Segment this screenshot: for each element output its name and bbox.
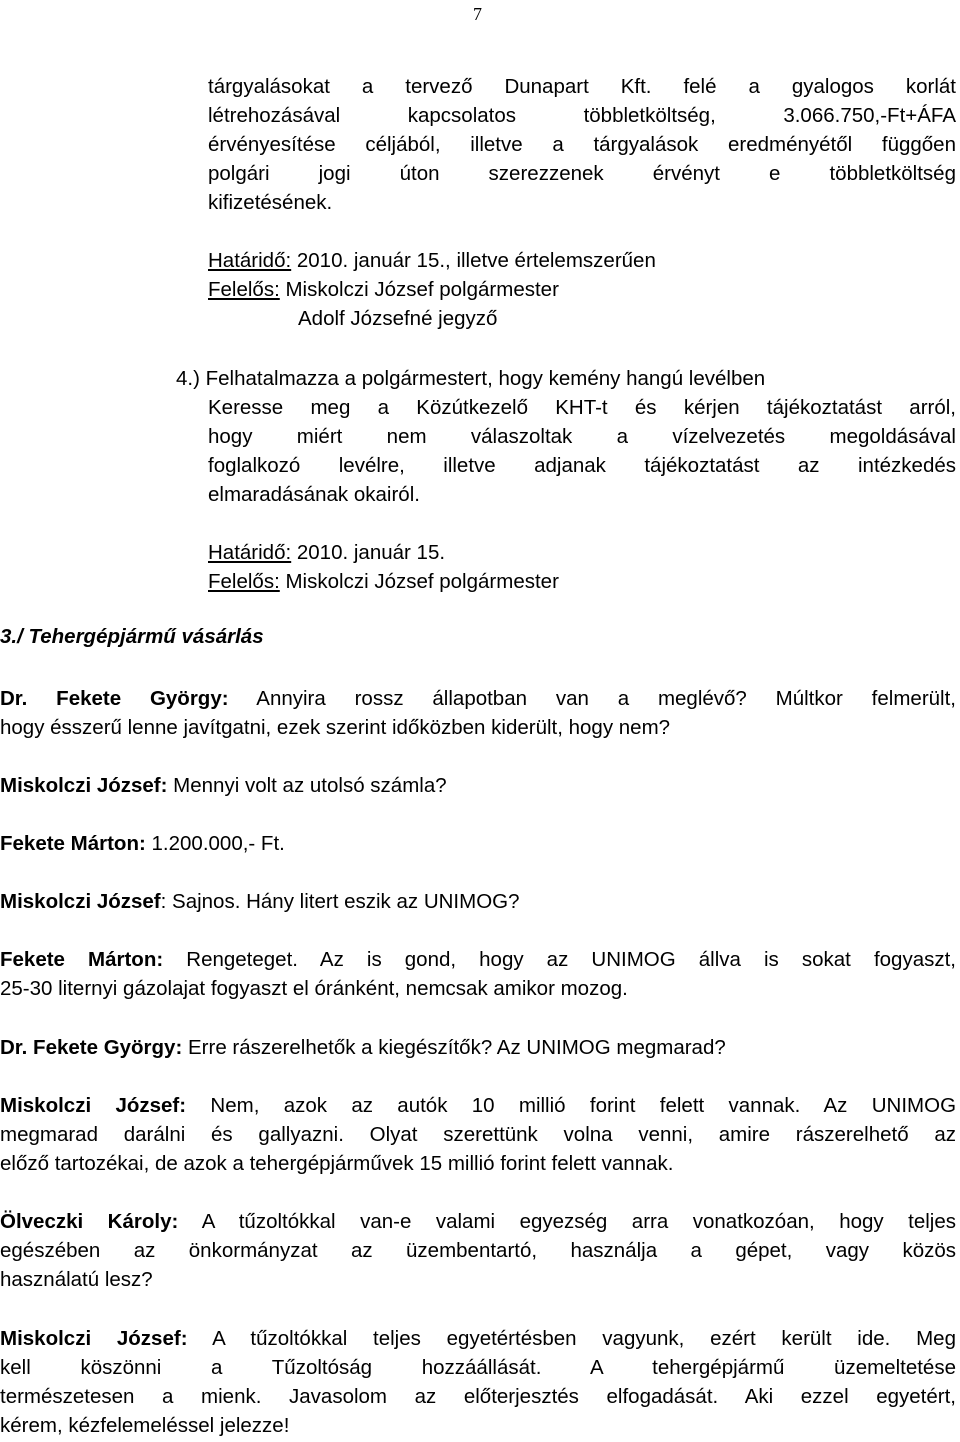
dialogue-entry: [0, 771, 956, 800]
text-line: [0, 1091, 956, 1120]
deadline-line: [208, 246, 956, 275]
text-line: egészében az önkormányzat az üzembentartó, használja a gépet, vagy közös: [0, 1239, 956, 1262]
dialogue-entry: [0, 1324, 956, 1440]
responsible-line: [208, 275, 956, 304]
deadline-line: [208, 538, 956, 567]
text-line: [0, 771, 956, 800]
dialogue-entry: [0, 1207, 956, 1294]
text-line: hogy ésszerű lenne javítgatni, ezek szerint időközben kiderült, hogy nem?: [0, 716, 671, 739]
speech-text: Annyira rossz állapotban van a meglévő? Múltkor felmerült,: [256, 687, 956, 710]
deadline-block-2: [208, 538, 956, 596]
deadline-block-1: [208, 246, 956, 333]
speaker-name: Fekete Márton:: [0, 832, 146, 855]
deadline-value: 2010. január 15., illetve értelemszerűen: [291, 249, 656, 272]
text-line: [0, 1324, 956, 1353]
text-line: kell köszönni a Tűzoltóság hozzáállását. A tehergépjármű üzemeltetése: [0, 1356, 956, 1379]
dialogue-entry: [0, 945, 956, 1003]
responsible-value: Miskolczi József polgármester: [279, 278, 559, 301]
speaker-name: Fekete Márton:: [0, 948, 164, 971]
text-line: [0, 829, 956, 858]
speaker-name: Ölveczki Károly:: [0, 1210, 179, 1233]
text-line: érvényesítése céljából, illetve a tárgyalások eredményétől függően: [208, 133, 956, 156]
dialogue-entry: [0, 829, 956, 858]
speech-text: Mennyi volt az utolsó számla?: [173, 774, 447, 797]
text-line: polgári jogi úton szerezzenek érvényt e többletköltség: [208, 162, 956, 185]
deadline-label: Határidő:: [208, 249, 292, 272]
text-line: előző tartozékai, de azok a tehergépjárművek 15 millió forint felett vannak.: [0, 1152, 674, 1175]
text-line: használatú lesz?: [0, 1268, 153, 1291]
speaker-name: Miskolczi József: [0, 890, 161, 913]
speech-text: Rengeteget. Az is gond, hogy az UNIMOG állva is sokat fogyaszt,: [186, 948, 956, 971]
text-line: tárgyalásokat a tervező Dunapart Kft. felé a gyalogos korlát: [208, 75, 956, 98]
responsible-label: Felelős:: [208, 278, 280, 301]
speaker-name: Dr. Fekete György:: [0, 1036, 183, 1059]
text-line: Felhatalmazza a polgármestert, hogy kemény hangú levélben: [199, 367, 766, 390]
speaker-name: Miskolczi József:: [0, 774, 168, 797]
speech-text: 1.200.000,- Ft.: [151, 832, 285, 855]
text-line: [0, 945, 956, 974]
text-line: megmarad darálni és gallyazni. Olyat szerettünk volna venni, amire rászerelhető az: [0, 1123, 956, 1146]
text-line: kérem, kézfelemeléssel jelezze!: [0, 1414, 290, 1437]
resolution-item-3-text: [208, 72, 956, 217]
text-line: [0, 1033, 956, 1062]
responsible-value: Miskolczi József polgármester: [279, 570, 559, 593]
speaker-name: Miskolczi József:: [0, 1327, 188, 1350]
resolution-item-4-text: [208, 393, 956, 509]
text-line: [0, 684, 956, 713]
item-number: 4.): [176, 367, 200, 390]
deadline-label: Határidő:: [208, 541, 292, 564]
page-number: 7: [473, 4, 482, 24]
text-line: [0, 887, 956, 916]
speech-text: A tűzoltókkal van-e valami egyezség arra vonatkozóan, hogy teljes: [201, 1210, 956, 1233]
speech-text: Erre rászerelhetők a kiegészítők? Az UNIMOG megmarad?: [188, 1036, 726, 1059]
text-line: kifizetésének.: [208, 191, 333, 214]
speech-text: : Sajnos. Hány litert eszik az UNIMOG?: [160, 890, 520, 913]
dialogue-entry: [0, 887, 956, 916]
speaker-name: Dr. Fekete György:: [0, 687, 229, 710]
section-heading: 3./ Tehergépjármű vásárlás: [0, 625, 264, 648]
responsible-label: Felelős:: [208, 570, 280, 593]
responsible-value-2: Adolf Józsefné jegyző: [298, 307, 498, 330]
dialogue-entry: [0, 1033, 956, 1062]
text-line: hogy miért nem válaszoltak a vízelvezetés megoldásával: [208, 425, 956, 448]
responsible-line: [208, 567, 956, 596]
deadline-value: 2010. január 15.: [291, 541, 446, 564]
text-line: [0, 1207, 956, 1236]
speech-text: Nem, azok az autók 10 millió forint felett vannak. Az UNIMOG: [210, 1094, 957, 1117]
speech-text: A tűzoltókkal teljes egyetértésben vagyunk, ezért került ide. Meg: [212, 1327, 956, 1350]
text-line: foglalkozó levélre, illetve adjanak tájékoztatást az intézkedés: [208, 454, 956, 477]
resolution-item-4: [176, 364, 765, 393]
text-line: természetesen a mienk. Javasolom az előterjesztés elfogadását. Aki ezzel egyetért,: [0, 1385, 956, 1408]
speaker-name: Miskolczi József:: [0, 1094, 187, 1117]
text-line: 25-30 liternyi gázolajat fogyaszt el óránként, nemcsak amikor mozog.: [0, 977, 628, 1000]
text-line: létrehozásával kapcsolatos többletköltség, 3.066.750,-Ft+ÁFA: [208, 104, 956, 127]
dialogue-entry: [0, 684, 956, 742]
text-line: Keresse meg a Közútkezelő KHT-t és kérjen tájékoztatást arról,: [208, 396, 956, 419]
dialogue-entry: [0, 1091, 956, 1178]
text-line: elmaradásának okairól.: [208, 483, 420, 506]
